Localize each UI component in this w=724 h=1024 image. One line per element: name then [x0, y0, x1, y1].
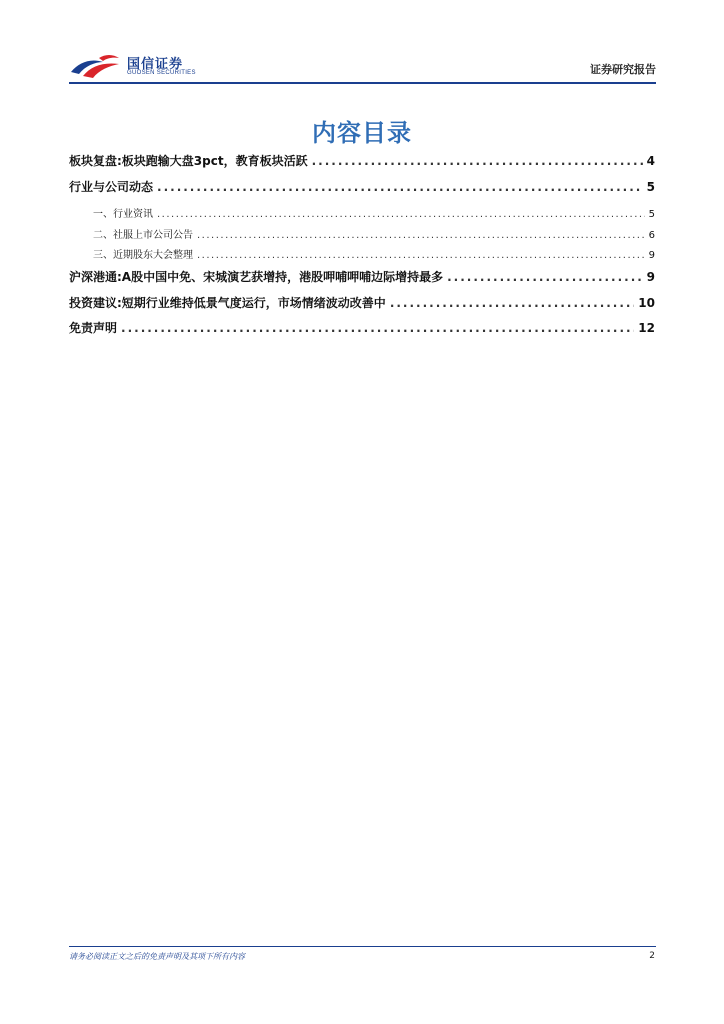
header-divider: [69, 82, 656, 84]
toc-leader-dots: [447, 270, 643, 284]
disclaimer-note: 请务必阅读正文之后的免责声明及其项下所有内容: [69, 952, 245, 961]
page-number: 2: [649, 951, 655, 961]
toc-title: 内容目录: [312, 119, 412, 147]
page-header: [69, 50, 656, 83]
toc-entry-page: 10: [638, 296, 655, 310]
toc-subentry[interactable]: [69, 246, 655, 261]
toc-leader-dots: [390, 296, 634, 310]
toc-entry-text: 二、社服上市公司公告: [93, 230, 193, 241]
guosen-logo-icon: [69, 52, 121, 80]
report-type-label: 证券研究报告: [590, 63, 656, 76]
logo-company-name-cn: 国信证券: [127, 57, 184, 72]
toc-leader-dots: [157, 209, 645, 220]
guosen-logo: [69, 50, 209, 82]
toc-entry-text: 三、近期股东大会整理: [93, 250, 193, 261]
toc-entry-text: 行业与公司动态: [69, 180, 154, 194]
toc-leader-dots: [157, 180, 643, 194]
toc-entry-text: 沪深港通:A股中国中免、宋城演艺获增持，港股呷哺呷哺边际增持最多: [69, 270, 444, 284]
toc-leader-dots: [197, 250, 645, 261]
toc-entry[interactable]: [69, 294, 655, 311]
toc-subentry[interactable]: [69, 226, 655, 241]
toc-entry-text: 免责声明: [69, 321, 118, 335]
toc-entry-page: 5: [648, 209, 655, 220]
toc-entry[interactable]: [69, 178, 655, 195]
toc-entry-page: 12: [638, 321, 655, 335]
toc-entry-text: 一、行业资讯: [93, 209, 153, 220]
toc-leader-dots: [197, 230, 645, 241]
toc-entry-page: 9: [648, 250, 655, 261]
toc-entry-page: 9: [646, 270, 655, 284]
toc-leader-dots: [121, 321, 634, 335]
toc-entry[interactable]: [69, 152, 655, 169]
toc-entry[interactable]: [69, 319, 655, 336]
toc-entry-page: 4: [646, 154, 655, 168]
toc-entry-page: 6: [648, 230, 655, 241]
logo-company-name-en: GUOSEN SECURITIES: [127, 70, 196, 76]
toc-subentry[interactable]: [69, 205, 655, 220]
toc-entry-text: 板块复盘:板块跑输大盘3pct，教育板块活跃: [69, 154, 308, 168]
toc-leader-dots: [312, 154, 643, 168]
footer-divider: [69, 946, 656, 947]
toc-entry-page: 5: [646, 180, 655, 194]
toc-entry[interactable]: [69, 268, 655, 285]
toc-entry-text: 投资建议:短期行业维持低景气度运行，市场情绪波动改善中: [69, 296, 386, 310]
